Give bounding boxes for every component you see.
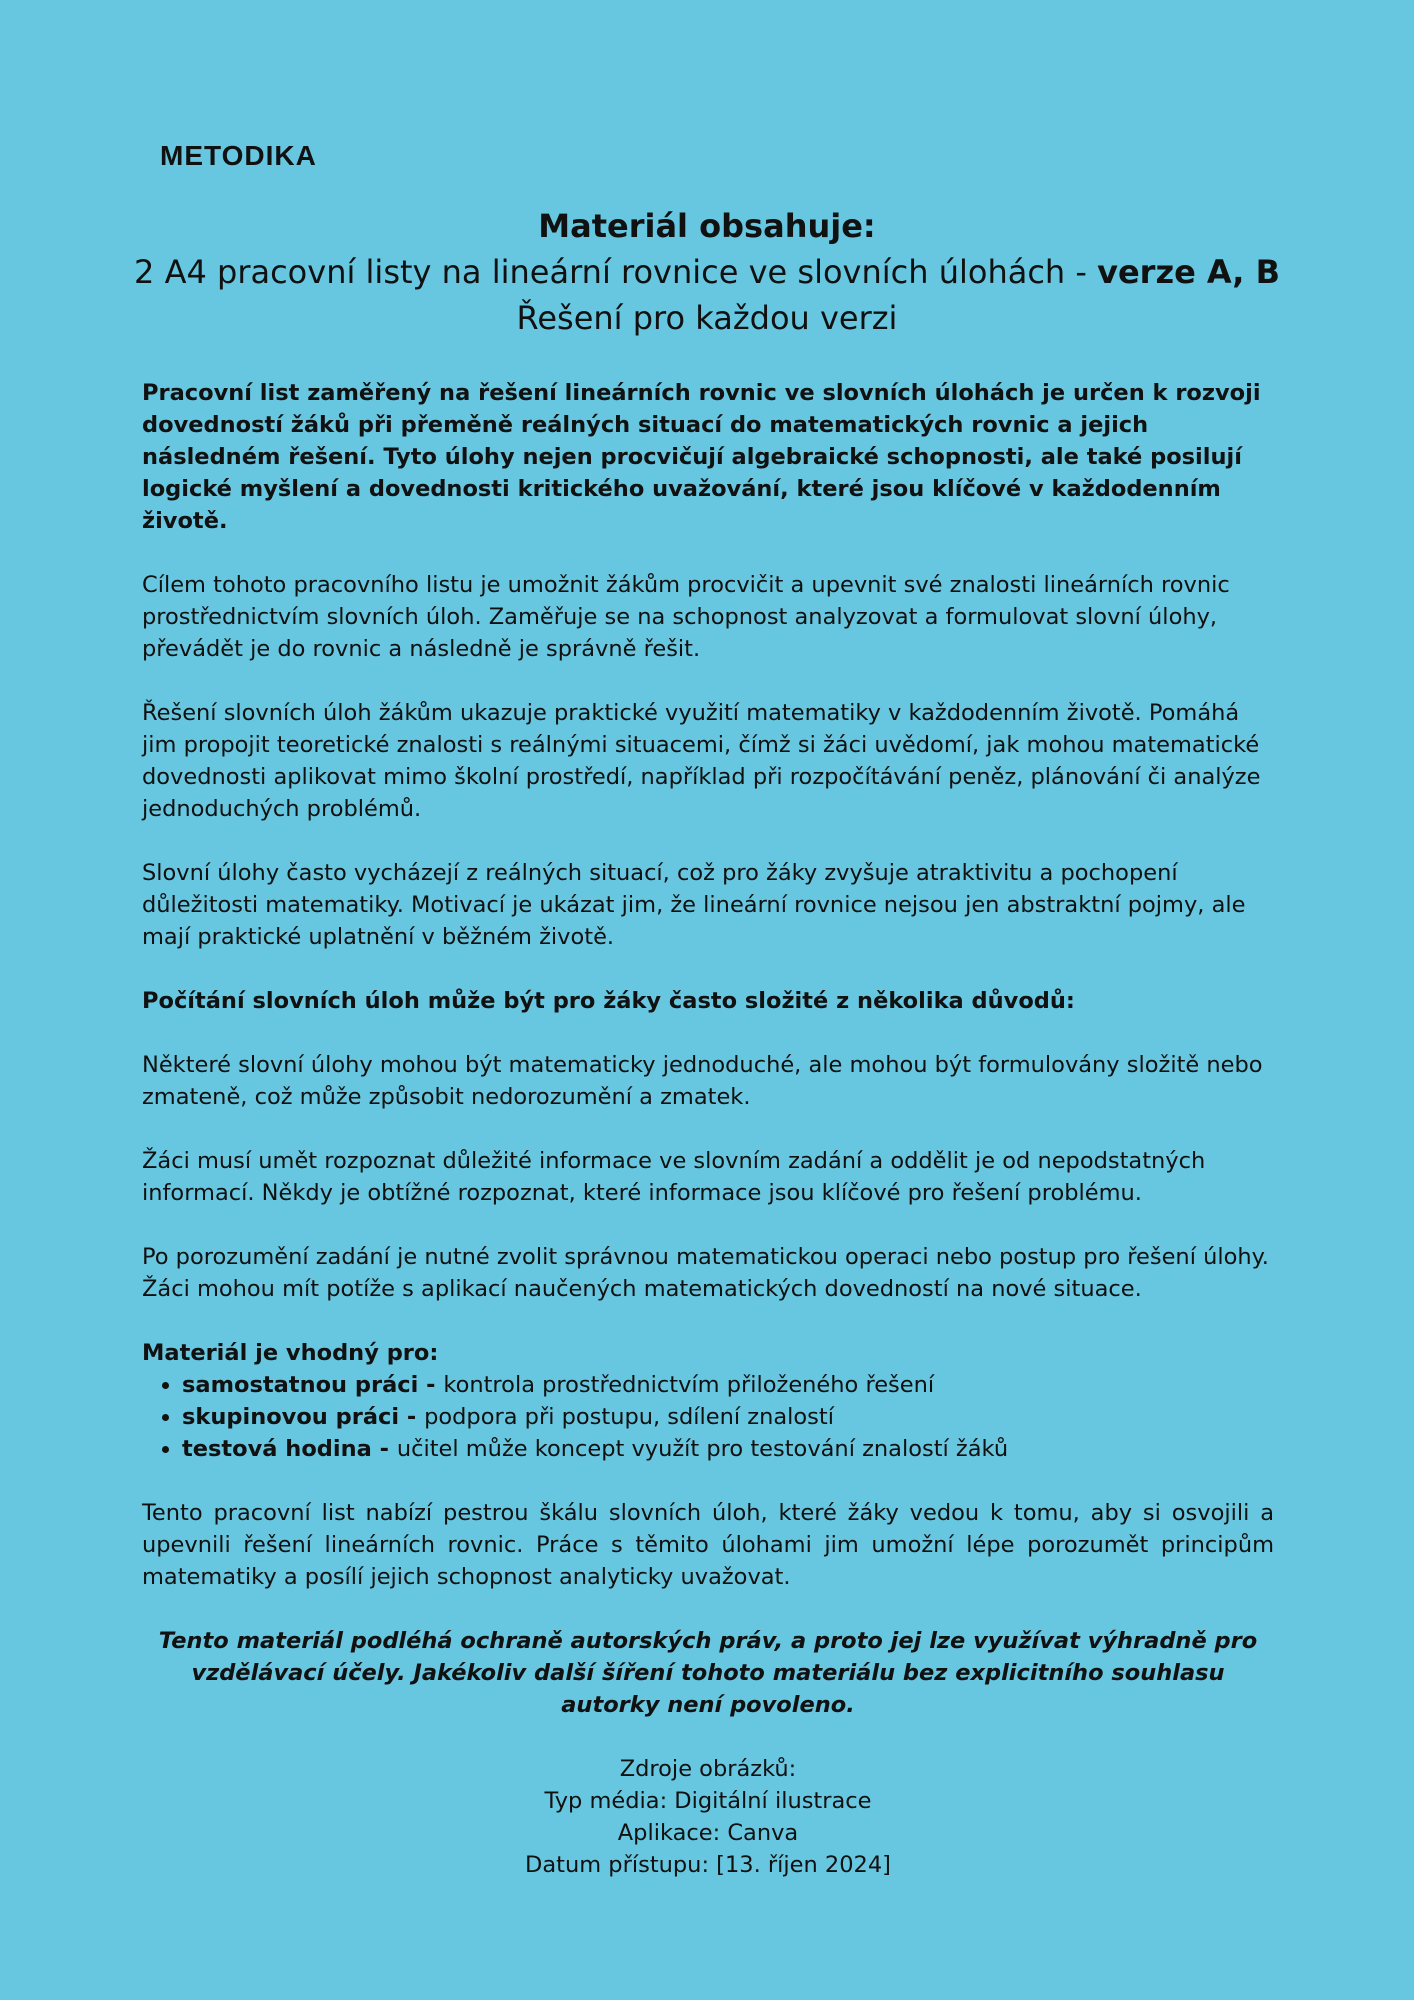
- sources-media-type: Typ média: Digitální ilustrace: [544, 1788, 872, 1814]
- practical-use-paragraph: Řešení slovních úloh žákům ukazuje praktické využití matematiky v každodenním životě. Pomáhá jim propojit teoretické znalosti s reálnými situacemi, čímž si žáci uvědomí, jak mohou matematické dovednosti aplikovat mimo školní prostředí, například při rozpočítávání peněz, plánování či analýze jednoduchých problémů.: [142, 700, 1261, 822]
- sources-access-date: Datum přístupu: [13. říjen 2024]: [525, 1852, 891, 1878]
- document-label: METODIKA: [160, 140, 317, 171]
- reasons-heading: Počítání slovních úloh může být pro žáky často složité z několika důvodů:: [142, 988, 1075, 1014]
- intro-paragraph: Pracovní list zaměřený na řešení lineárních rovnic ve slovních úlohách je určen k rozvoji dovedností žáků při přeměně reálných situací do matematických rovnic a jejich následném řešení. Tyto úlohy nejen procvičují algebraické schopnosti, ale také posilují logické myšlení a dovednosti kritického uvažování, které jsou klíčové v každodenním životě.: [142, 380, 1261, 534]
- worksheets-text: 2 A4 pracovní listy na lineární rovnice ve slovních úlohách -: [134, 253, 1098, 291]
- material-contents-header: [120, 203, 1294, 341]
- sources-title: Zdroje obrázků:: [619, 1756, 797, 1782]
- list-item: [182, 1433, 1274, 1465]
- reason-operation-paragraph: Po porozumění zadání je nutné zvolit správnou matematickou operaci nebo postup pro řešení úlohy. Žáci mohou mít potíže s aplikací naučených matematických dovedností na nové situace.: [142, 1244, 1269, 1302]
- list-item-text: kontrola prostřednictvím přiloženého řešení: [443, 1372, 935, 1398]
- suitable-list: [142, 1369, 1274, 1465]
- goal-paragraph: Cílem tohoto pracovního listu je umožnit žákům procvičit a upevnit své znalosti lineárních rovnic prostřednictvím slovních úloh. Zaměřuje se na schopnost analyzovat a formulovat slovní úlohy, převádět je do rovnic a následně je správně řešit.: [142, 572, 1230, 662]
- list-item-text: podpora při postupu, sdílení znalostí: [424, 1404, 834, 1430]
- list-item-label: skupinovou práci -: [182, 1404, 425, 1430]
- list-item: [182, 1369, 1274, 1401]
- list-item-label: testová hodina -: [182, 1436, 397, 1462]
- reason-information-paragraph: Žáci musí umět rozpoznat důležité informace ve slovním zadání a oddělit je od nepodstatných informací. Někdy je obtížné rozpoznat, které informace jsou klíčové pro řešení problému.: [142, 1148, 1206, 1206]
- motivation-paragraph: Slovní úlohy často vycházejí z reálných situací, což pro žáky zvyšuje atraktivitu a pochopení důležitosti matematiky. Motivací je ukázat jim, že lineární rovnice nejsou jen abstraktní pojmy, ale mají praktické uplatnění v běžném životě.: [142, 860, 1246, 950]
- contents-title: Materiál obsahuje:: [538, 207, 876, 245]
- copyright-notice: Tento materiál podléhá ochraně autorských práv, a proto jej lze využívat výhradně pro vzdělávací účely. Jakékoliv další šíření tohoto materiálu bez explicitního souhlasu autorky není povoleno.: [158, 1628, 1258, 1718]
- list-item-text: učitel může koncept využít pro testování znalostí žáků: [396, 1436, 1009, 1462]
- summary-paragraph: Tento pracovní list nabízí pestrou škálu slovních úloh, které žáky vedou k tomu, aby si osvojili a upevnili řešení lineárních rovnic. Práce s těmito úlohami jim umožní lépe porozumět principům matematiky a posílí jejich schopnost analyticky uvažovat.: [142, 1500, 1274, 1590]
- sources-application: Aplikace: Canva: [617, 1820, 799, 1846]
- contents-line-solutions: Řešení pro každou verzi: [516, 299, 898, 337]
- image-sources: [142, 1753, 1274, 1881]
- contents-line-worksheets: [120, 249, 1294, 295]
- reason-formulation-paragraph: Některé slovní úlohy mohou být matematicky jednoduché, ale mohou být formulovány složitě nebo zmateně, což může způsobit nedorozumění a zmatek.: [142, 1052, 1263, 1110]
- versions-text: verze A, B: [1097, 253, 1280, 291]
- suitable-heading: Materiál je vhodný pro:: [142, 1340, 439, 1366]
- list-item-label: samostatnou práci -: [182, 1372, 444, 1398]
- list-item: [182, 1401, 1274, 1433]
- methodology-body: [142, 377, 1274, 1881]
